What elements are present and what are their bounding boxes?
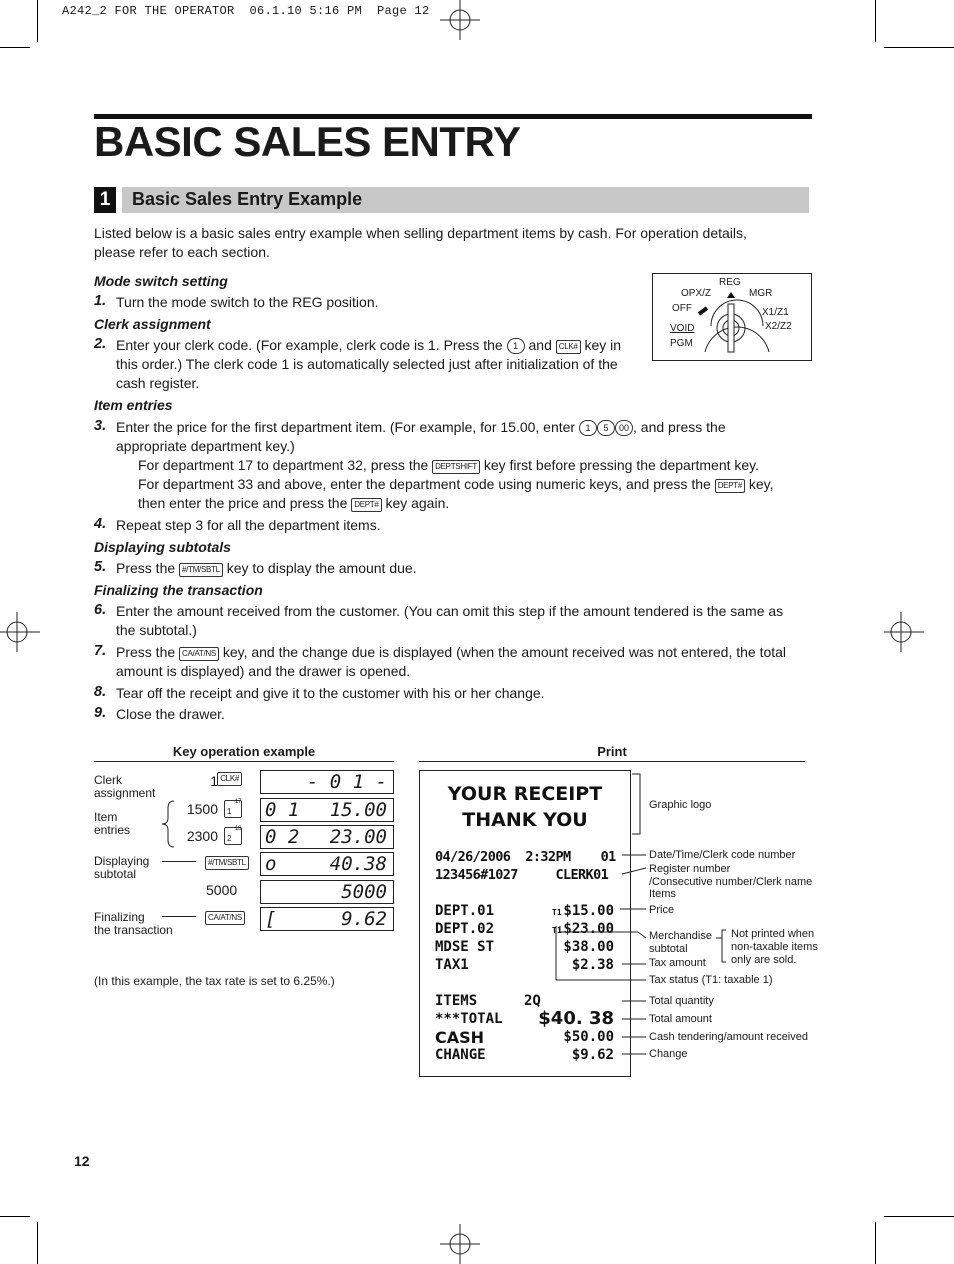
dial-label-opxz: OPX/Z	[681, 288, 712, 299]
crop-mark	[875, 0, 876, 42]
dial-label-x1z1: X1/Z1	[762, 307, 789, 318]
crop-mark	[0, 47, 30, 48]
dial-label-void: VOID	[670, 323, 695, 334]
crop-mark	[37, 0, 38, 42]
crop-mark	[884, 1216, 954, 1217]
step-number: 6.	[94, 602, 107, 618]
displaying-subtotal-label: Displaying subtotal	[94, 854, 150, 881]
registration-mark	[0, 612, 40, 652]
dial-label-mgr: MGR	[749, 288, 773, 299]
receipt-total-label: ***TOTAL	[435, 1011, 503, 1027]
step-3-text: Enter the price for the first department item. (For example, for 15.00, enter 1 5 00 , and press the appropriate department key.) For department 17 to department 32, press the DEPTSHIFT key first before pressing the department key. For department 33 and above, enter the department code using numeric keys, and press the DEPT# key, then enter the price and press the DEPT# key again.	[116, 419, 774, 511]
tmsbtl-key-icon: #/TM/SBTL	[205, 856, 249, 870]
receipt-date-line: 04/26/2006 2:32PM 01	[435, 849, 616, 865]
print-header: A242_2 FOR THE OPERATOR 06.1.10 5:16 PM Page 12	[62, 4, 430, 18]
receipt-item-amount: $23.00	[563, 921, 614, 937]
dial-label-pgm: PGM	[670, 338, 693, 349]
receipt-logo-line1: YOUR RECEIPT	[447, 783, 603, 805]
crop-mark	[884, 47, 954, 48]
dept-2-key-icon: 2 18	[224, 827, 242, 845]
receipt-tax-status: T1	[552, 908, 562, 917]
caatns-key-icon: CA/AT/NS	[205, 911, 245, 925]
key-1-icon: 1	[507, 338, 525, 354]
page-title: BASIC SALES ENTRY	[94, 118, 521, 165]
clerk-heading: Clerk assignment	[94, 316, 211, 332]
step-5-text: Press the #/TM/SBTL key to display the amount due.	[116, 560, 417, 576]
print-heading: Print	[597, 744, 627, 759]
callout-price: Price	[649, 904, 675, 916]
subtotals-heading: Displaying subtotals	[94, 539, 231, 555]
receipt-tax-amount: $2.38	[571, 957, 614, 973]
arrow-line	[162, 916, 196, 917]
callout-total-amount: Total amount	[649, 1013, 712, 1025]
callout-change: Change	[649, 1048, 688, 1060]
dept-key-icon: DEPT#	[351, 498, 381, 512]
receipt-items-qty: 2Q	[524, 993, 541, 1009]
key-entry-cash: 5000	[206, 882, 238, 898]
section-title: Basic Sales Entry Example	[132, 189, 363, 209]
clk-key-icon: CLK#	[217, 772, 242, 786]
receipt-cash-label: CASH	[435, 1028, 485, 1047]
callout-merchandise-subtotal: Merchandise subtotal	[649, 930, 712, 955]
section-number: 1	[94, 187, 116, 213]
step-number: 2.	[94, 336, 107, 352]
receipt-cash-amount: $50.00	[563, 1029, 614, 1045]
caatns-key	[205, 908, 245, 926]
receipt-logo-line2: THANK YOU	[462, 809, 588, 831]
divider	[419, 761, 805, 762]
clk-key-icon: CLK#	[556, 340, 581, 354]
display-window: [ 9.62	[260, 907, 394, 931]
key-5-icon: 5	[597, 420, 615, 436]
step-7-text: Press the CA/AT/NS key, and the change due is displayed (when the amount received was not entered, the total amount is displayed) and the drawer is opened.	[116, 644, 787, 679]
receipt-item-label: DEPT.01	[435, 903, 495, 919]
registration-mark	[440, 1224, 480, 1264]
callout-register: Register number /Consecutive number/Clerk name	[649, 863, 813, 888]
callout-items: Items	[649, 888, 676, 900]
brace-icon	[160, 800, 176, 848]
dept-1-key-icon: 1 17	[224, 800, 242, 818]
step-1-text: Turn the mode switch to the REG position.	[116, 294, 379, 310]
dial-label-x2z2: X2/Z2	[765, 321, 792, 332]
caatns-key-icon: CA/AT/NS	[179, 647, 219, 661]
callout-tax-amount: Tax amount	[649, 957, 706, 969]
items-heading: Item entries	[94, 397, 173, 413]
arrow-line	[162, 861, 196, 862]
bracket-icon	[716, 928, 730, 968]
receipt-item-label: DEPT.02	[435, 921, 495, 937]
dept-key-icon: DEPT#	[715, 479, 745, 493]
mode-switch-diagram	[652, 273, 812, 361]
step-number: 4.	[94, 516, 107, 532]
step-9-text: Close the drawer.	[116, 706, 225, 722]
intro-text: Listed below is a basic sales entry example when selling department items by cash. For operation details, please refer to each section.	[94, 225, 747, 260]
callout-date-time: Date/Time/Clerk code number	[649, 849, 796, 861]
registration-mark	[884, 612, 924, 652]
dial-label-off: OFF	[672, 303, 692, 314]
step-number: 3.	[94, 418, 107, 434]
divider	[94, 761, 394, 762]
tax-rate-note: (In this example, the tax rate is set to 6.25%.)	[94, 974, 335, 988]
display-window: - 0 1 -	[260, 770, 394, 794]
step-6-text: Enter the amount received from the customer. (You can omit this step if the amount tendered is the same as the subtotal.)	[116, 603, 784, 638]
step-number: 9.	[94, 705, 107, 721]
callout-tax-status: Tax status (T1: taxable 1)	[649, 974, 773, 986]
dial-label-reg: REG	[719, 277, 741, 288]
finalizing-label: Finalizing the transaction	[94, 910, 173, 937]
receipt-subtotal-amount: $38.00	[563, 939, 614, 955]
receipt-register-line: 123456#1027 CLERK01	[435, 867, 609, 883]
finalizing-heading: Finalizing the transaction	[94, 582, 263, 598]
page-number: 12	[74, 1153, 90, 1169]
step-2-text: Enter your clerk code. (For example, clerk code is 1. Press the 1 and CLK# key in this order.) The clerk code 1 is automatically selected just after initialization of the cash register.	[116, 337, 622, 391]
display-window: o 40.38	[260, 852, 394, 876]
deptshift-key-icon: DEPTSHIFT	[432, 460, 480, 474]
step-4-text: Repeat step 3 for all the department items.	[116, 517, 381, 533]
step-number: 5.	[94, 559, 107, 575]
callout-cash: Cash tendering/amount received	[649, 1031, 808, 1043]
clerk-assignment-label: Clerk assignment	[94, 773, 156, 800]
display-window: 0 2 23.00	[260, 825, 394, 849]
callout-graphic-logo: Graphic logo	[649, 799, 712, 811]
receipt-item-amount: $15.00	[563, 903, 614, 919]
tmsbtl-key	[205, 853, 249, 871]
callout-total-quantity: Total quantity	[649, 995, 714, 1007]
step-number: 1.	[94, 293, 107, 309]
item-entries-label: Item entries	[94, 810, 131, 837]
registration-mark	[440, 0, 480, 40]
key-00-icon: 00	[615, 420, 633, 436]
callout-not-printed: Not printed when non-taxable items only are sold.	[731, 928, 818, 966]
key-example-heading: Key operation example	[172, 744, 316, 759]
receipt-tax-label: TAX1	[435, 957, 469, 973]
callout-lines	[540, 770, 650, 1070]
receipt-change-label: CHANGE	[435, 1047, 486, 1063]
display-window: 0 1 15.00	[260, 798, 394, 822]
crop-mark	[37, 1222, 38, 1264]
receipt-change-amount: $9.62	[571, 1047, 614, 1063]
crop-mark	[0, 1216, 30, 1217]
step-number: 7.	[94, 643, 107, 659]
key-1-icon: 1	[579, 420, 597, 436]
receipt-total-amount: $40. 38	[538, 1008, 614, 1029]
mode-switch-heading: Mode switch setting	[94, 273, 228, 289]
receipt-items-label: ITEMS	[435, 993, 478, 1009]
receipt-subtotal-label: MDSE ST	[435, 939, 495, 955]
receipt-tax-status: T1	[552, 926, 562, 935]
step-number: 8.	[94, 684, 107, 700]
crop-mark	[875, 1222, 876, 1264]
tmsbtl-key-icon: #/TM/SBTL	[179, 563, 223, 577]
step-8-text: Tear off the receipt and give it to the customer with his or her change.	[116, 685, 545, 701]
display-window: 5000	[260, 880, 394, 904]
